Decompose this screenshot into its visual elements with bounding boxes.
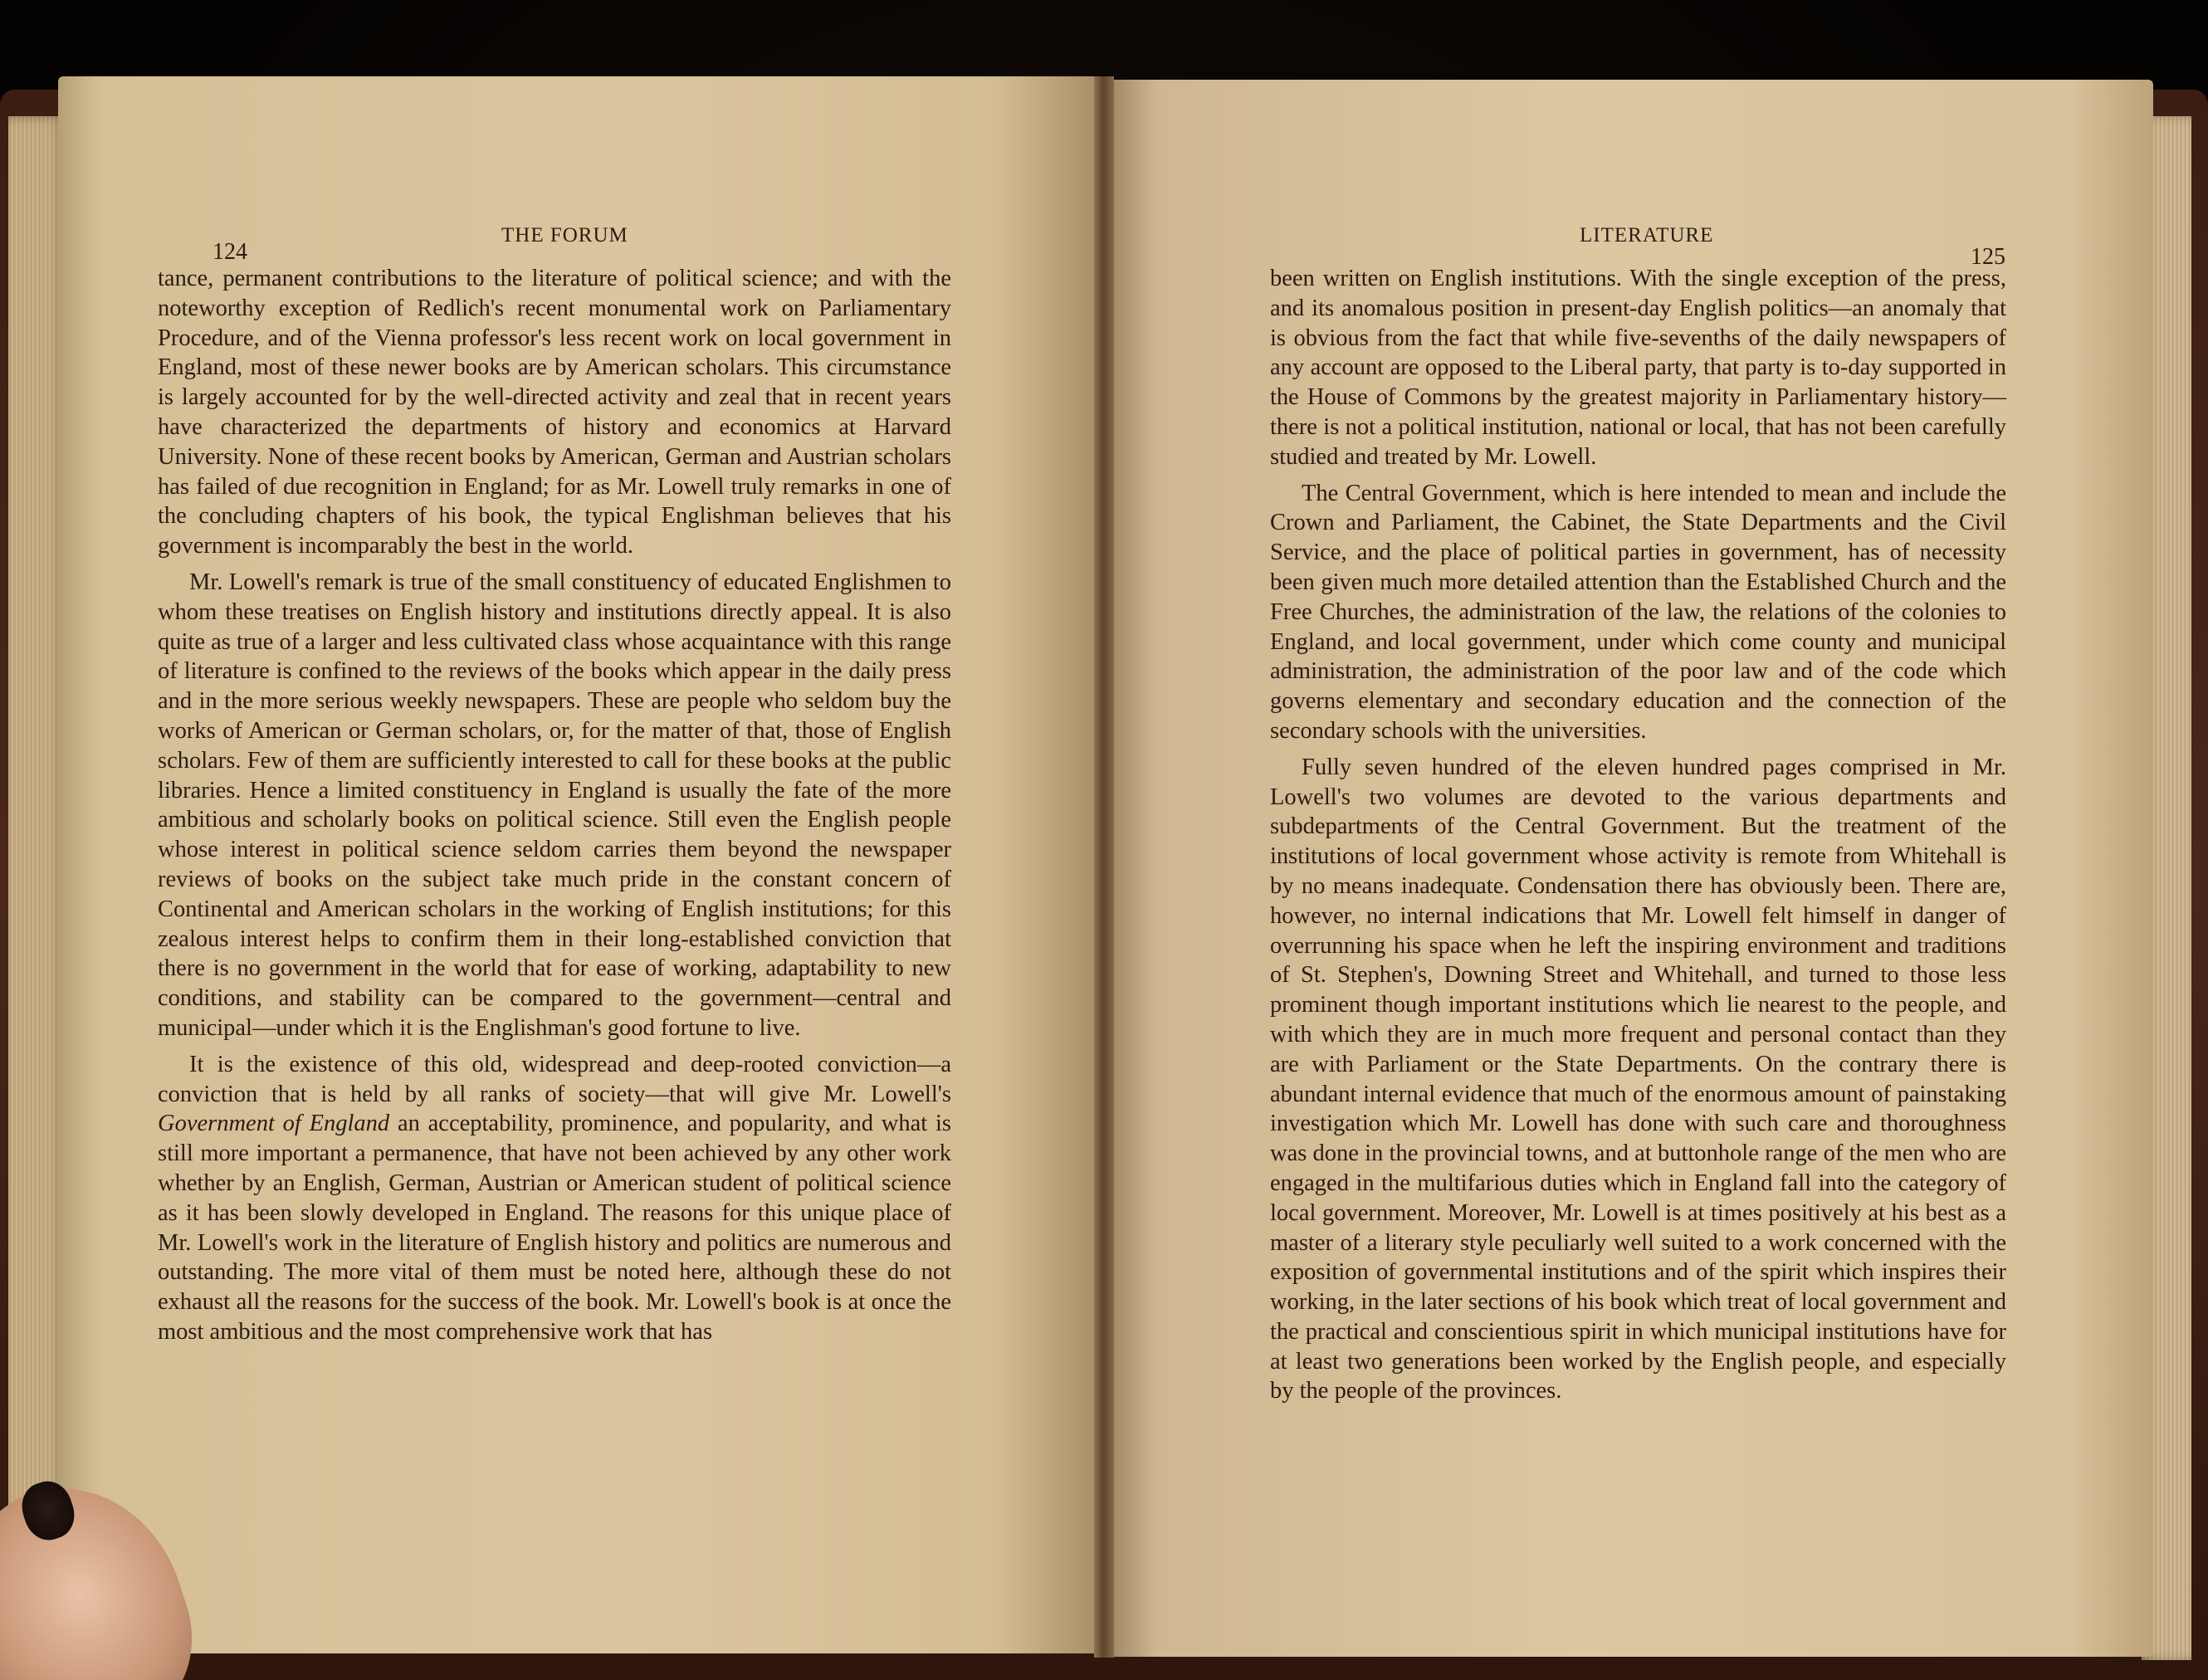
right-running-head: LITERATURE: [1580, 224, 1714, 247]
left-paragraph-3: [158, 1050, 951, 1347]
left-running-head: THE FORUM: [501, 224, 628, 247]
left-page-number: 124: [212, 239, 247, 265]
left-paragraph-1: tance, permanent contributions to the literature of political science; and with the noteworthy exception of Redlich's recent monumental work on Parliamentary Procedure, and of the Vienna professor's less recent work on local government in England, most of these newer books are by American scholars. This circumstance is largely accounted for by the well-directed activity and zeal that in recent years have characterized the departments of history and economics at Harvard University. None of these recent books by American, German and Austrian scholars has failed of due recognition in England; for as Mr. Lowell truly remarks in one of the concluding chapters of his book, the typical Englishman believes that his government is incomparably the best in the world.: [158, 266, 951, 559]
right-paragraph-1: been written on English institutions. With the single exception of the press, and its anomalous position in present-day English politics—an anomaly that is obvious from the fact that while five-sevenths of the daily newspapers of any account are opposed to the Liberal party, that party is to-day supported in the House of Commons by the greatest majority in Parliamentary history—there is not a political institution, national or local, that has not been carefully studied and treated by Mr. Lowell.: [1270, 266, 2006, 470]
book-title-italic: Government of England: [158, 1111, 390, 1137]
left-paragraph-3-start: It is the existence of this old, widespread and deep-rooted conviction—a conviction that is held by all ranks of society—that will give Mr. Lowell's: [158, 1051, 951, 1107]
right-paragraph-3: Fully seven hundred of the eleven hundred pages comprised in Mr. Lowell's two volumes are devoted to the various departments and subdepartments of the Central Government. But the treatment of the institutions of local government whose activity is remote from Whitehall is by no means inadequate. Condensation there has obviously been. There are, however, no internal indications that Mr. Lowell felt himself in danger of overrunning his space when he left the inspiring environment and traditions of St. Stephen's, Downing Street and Whitehall, and turned to those less prominent though important institutions which lie nearest to the people, and with which they are in much more frequent and personal contact than they are with Parliament or the State Departments. On the contrary there is abundant internal evidence that much of the enormous amount of painstaking investigation which Mr. Lowell has done with such care and thoroughness was done in the provincial towns, and at buttonhole range of the men who are engaged in the multifarious duties which in England fall into the category of local government. Moreover, Mr. Lowell is at times positively at his best as a master of a literary style peculiarly well suited to a work concerned with the exposition of governmental institutions and of the spirit which inspires their working, in the later sections of his book which treat of local government and the practical and conscientious spirit in which municipal institutions have for at least two generations been worked by the English people, and especially by the people of the provinces.: [1270, 754, 2006, 1404]
left-paragraph-2: Mr. Lowell's remark is true of the small constituency of educated Englishmen to whom these treatises on English history and institutions directly appeal. It is also quite as true of a larger and less cultivated class whose acquaintance with this range of literature is confined to the reviews of the books which appear in the daily press and in the more serious weekly newspapers. These are people who seldom buy the works of American or German scholars, or, for the matter of that, those of English scholars. Few of them are sufficiently interested to call for these books at the public libraries. Hence a limited constituency in England is usually the fate of the more ambitious and scholarly books on political science. Still even the English people whose interest in political science seldom carries them beyond the newspaper reviews of books on the subject take much pride in the constant concern of Continental and American scholars in the working of English institutions; for this zealous interest helps to confirm them in their long-established conviction that there is no government in the world that for ease of working, adaptability to new conditions, and stability can be compared to the government—central and municipal—under which it is the Englishman's good fortune to live.: [158, 569, 951, 1041]
right-paragraph-2: The Central Government, which is here intended to mean and include the Crown and Parliament, the Cabinet, the State Departments and the Civil Service, and the place of political parties in government, has of necessity been given much more detailed attention than the Established Church and the Free Churches, the administration of the law, the relations of the colonies to England, and local government, under which come county and municipal administration, the administration of the poor law and of the code which governs elementary and secondary education and the connection of the secondary schools with the universities.: [1270, 480, 2006, 744]
left-paragraph-3-end: an acceptability, prominence, and popularity, and what is still more important a permanence, that have not been achieved by any other work whether by an English, German, Austrian or American student of political science as it has been slowly developed in England. The reasons for this unique place of Mr. Lowell's work in the literature of English history and politics are numerous and outstanding. The more vital of them must be noted here, although these do not exhaust all the reasons for the success of the book. Mr. Lowell's book is at once the most ambitious and the most comprehensive work that has: [158, 1111, 951, 1345]
left-page-body: [158, 264, 951, 1347]
right-page-number: 125: [1971, 244, 2005, 270]
right-page-body: [1270, 264, 2006, 1406]
book-gutter: [1094, 76, 1114, 1658]
